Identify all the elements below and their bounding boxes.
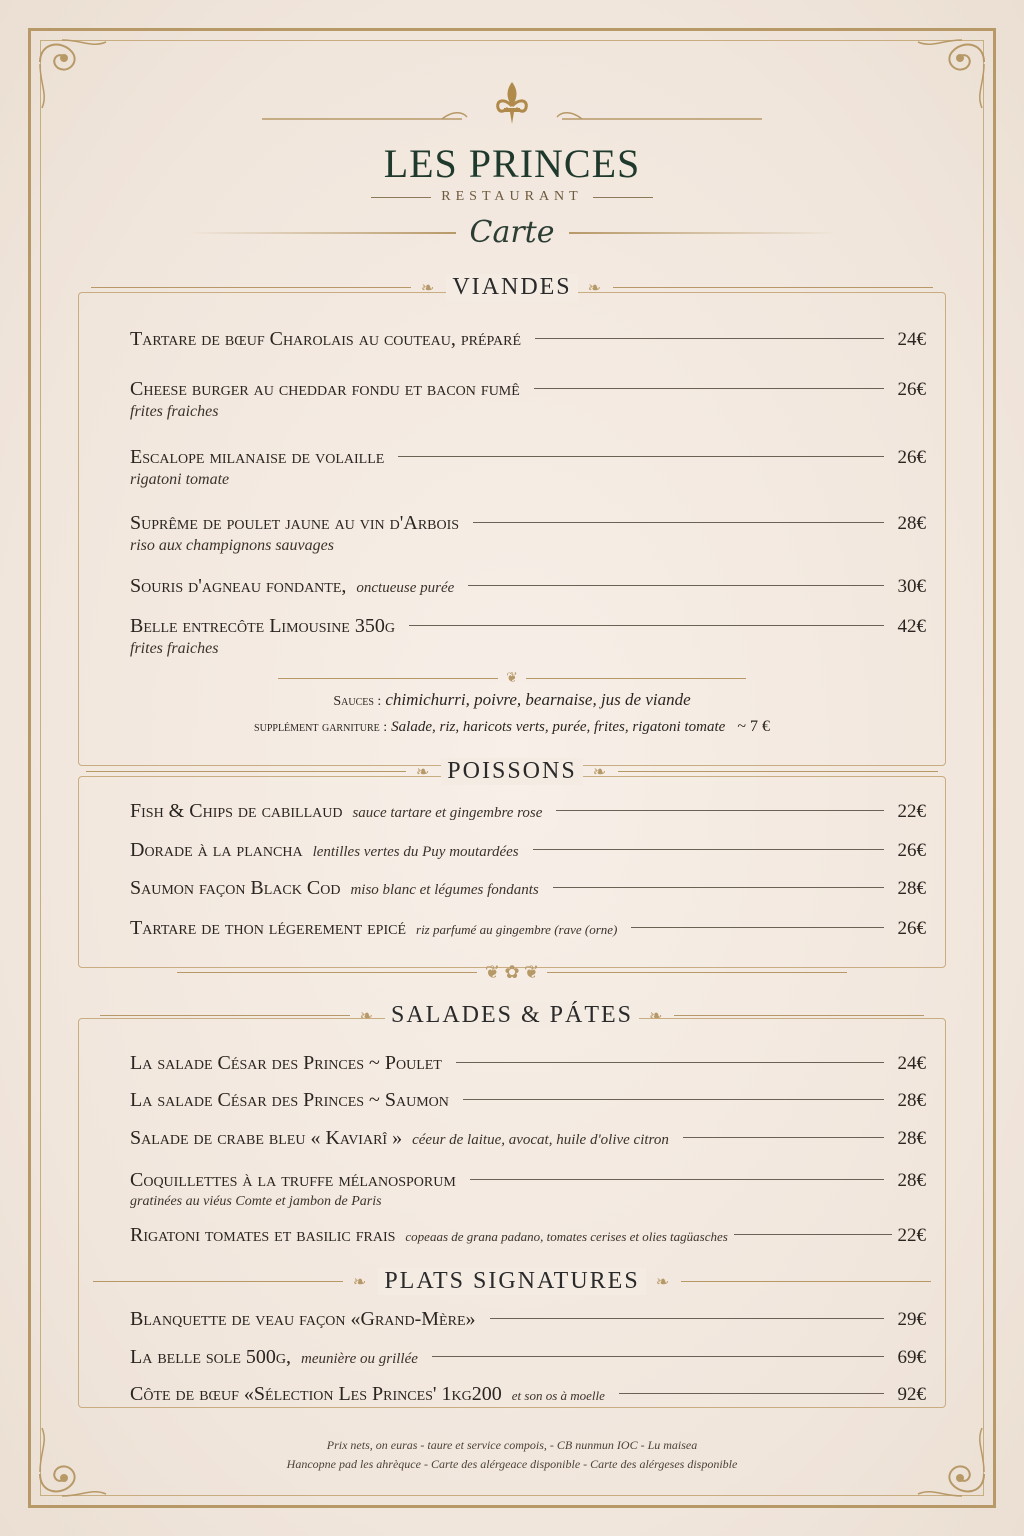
item-price: 26€ <box>897 379 926 400</box>
item-price: 26€ <box>897 447 926 468</box>
item-price: 24€ <box>897 1053 926 1074</box>
footer-line-2: Hancopne pad les ahrèquce - Carte des alérgeace disponible - Carte des alérgeses disponible <box>286 1457 738 1471</box>
menu-item: Souris d'agneau fondante, onctueuse purée 30€ <box>130 575 926 597</box>
menu-item: Fish & Chips de cabillaud sauce tartare et gingembre rose 22€ <box>130 800 926 822</box>
supplement-line: supplément garniture : Salade, riz, haricots verts, purée, frites, rigatoni tomate ~ 7 € <box>254 718 770 735</box>
item-price: 29€ <box>897 1309 926 1330</box>
menu-item: Cheese burger au cheddar fondu et bacon fumê 26€ frites fraiches <box>130 378 926 420</box>
menu-footer <box>0 1436 1024 1474</box>
item-price: 28€ <box>897 1090 926 1111</box>
salades-title: ❧ SALADES & PÁTES ❧ <box>0 1002 1024 1029</box>
footer-line-1: Prix nets, on euras - taure et service compois, - CB nunmun IOC - Lu maisea <box>326 1438 698 1452</box>
item-price: 28€ <box>897 1170 926 1191</box>
viandes-title: ❧ VIANDES ❧ <box>0 274 1024 301</box>
menu-item: Rigatoni tomates et basilic frais copeaas de grana padano, tomates cerises et olies tagüasches 22€ <box>130 1224 926 1246</box>
menu-item: Dorade à la plancha lentilles vertes du Puy moutardées 26€ <box>130 839 926 861</box>
menu-item: La belle sole 500g, meunière ou grillée 69€ <box>130 1346 926 1368</box>
menu-item: Suprême de poulet jaune au vin d'Arbois 28€ riso aux champignons sauvages <box>130 512 926 554</box>
item-price: 26€ <box>897 918 926 939</box>
menu-header <box>0 80 1024 250</box>
item-price: 42€ <box>897 616 926 637</box>
poissons-title: ❧ POISSONS ❧ <box>0 758 1024 785</box>
signatures-title: ❧ PLATS SIGNATURES ❧ <box>0 1268 1024 1295</box>
item-price: 69€ <box>897 1347 926 1368</box>
item-price: 22€ <box>897 801 926 822</box>
item-price: 30€ <box>897 576 926 597</box>
section-divider: ❦ ✿ ❦ <box>0 962 1024 983</box>
item-price: 22€ <box>897 1225 926 1246</box>
menu-item: Côte de bœuf «Sélection Les Princes' 1kg200 et son os à moelle 92€ <box>130 1383 926 1405</box>
menu-item: Salade de crabe bleu « Kaviarî » céeur de laitue, avocat, huile d'olive citron 28€ <box>130 1127 926 1149</box>
item-price: 28€ <box>897 513 926 534</box>
item-price: 24€ <box>897 329 926 350</box>
menu-item: La salade César des Princes ~ Saumon 28€ <box>130 1089 926 1111</box>
menu-item: Blanquette de veau façon «Grand-Mère» 29€ <box>130 1308 926 1330</box>
item-price: 28€ <box>897 1128 926 1149</box>
item-price: 28€ <box>897 878 926 899</box>
restaurant-name: LES PRINCES <box>383 141 641 186</box>
item-price: 26€ <box>897 840 926 861</box>
menu-item: Coquillettes à la truffe mélanosporum 28€ gratinées au viéus Comte et jambon de Paris <box>130 1169 926 1209</box>
section-divider: ❦ <box>0 670 1024 687</box>
carte-heading: Carte <box>469 215 555 250</box>
menu-item: La salade César des Princes ~ Poulet 24€ <box>130 1052 926 1074</box>
menu-item: Escalope milanaise de volaille 26€ rigatoni tomate <box>130 446 926 488</box>
menu-item: Tartare de thon légerement epicé riz parfumé au gingembre (rave (orne) 26€ <box>130 917 926 939</box>
restaurant-subtitle: RESTAURANT <box>441 189 583 204</box>
menu-item: Tartare de bœuf Charolais au couteau, préparé 24€ <box>130 328 926 350</box>
header-scroll-ornament <box>262 110 762 122</box>
sauces-line: Sauces : chimichurri, poivre, bearnaise, jus de viande <box>333 690 691 709</box>
menu-item: Belle entrecôte Limousine 350g 42€ frites fraiches <box>130 615 926 657</box>
menu-item: Saumon façon Black Cod miso blanc et légumes fondants 28€ <box>130 877 926 899</box>
item-price: 92€ <box>897 1384 926 1405</box>
